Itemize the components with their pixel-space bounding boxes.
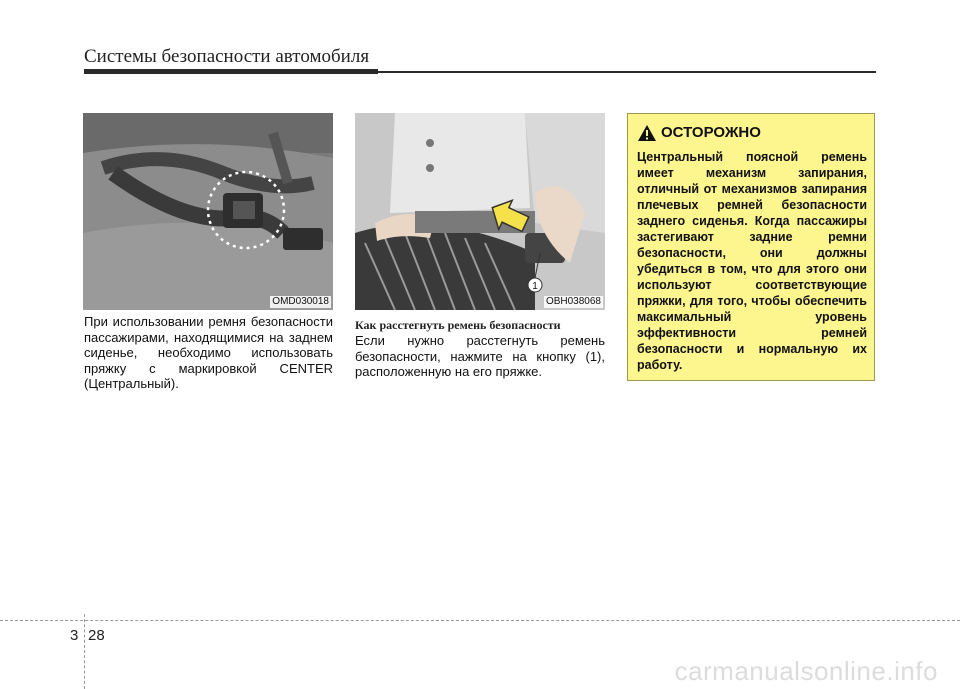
warning-triangle-icon bbox=[638, 125, 656, 141]
footer-rule bbox=[0, 620, 960, 621]
rear-seat-illustration bbox=[83, 113, 333, 310]
unbuckle-photo bbox=[355, 113, 605, 310]
warning-text: Центральный поясной ремень имеет механизм запирания, отличный от механизмов запирания плечевых ремней безопасности заднего сиденья. Когда пассажиры застегивают задние ремни безопасности, они должны убедиться в том, что для этого они используют соответствующие пряжки, для того, чтобы обеспечить максимальный уровень эффективности ремней безопасности и нормальную их работу. bbox=[637, 150, 867, 372]
warning-box bbox=[627, 113, 875, 381]
unbuckle-illustration bbox=[355, 113, 605, 310]
warning-title: ОСТОРОЖНО bbox=[661, 124, 761, 141]
unbuckle-paragraph: Если нужно расстегнуть ремень безопасности, нажмите на кнопку (1), расположенную на его пряжке. bbox=[355, 333, 605, 379]
header-rule-thick bbox=[84, 69, 378, 74]
watermark: carmanualsonline.info bbox=[674, 656, 938, 686]
section-title: Системы безопасности автомобиля bbox=[84, 46, 370, 67]
chapter-number: 3 bbox=[70, 627, 79, 644]
rear-seat-buckle-photo bbox=[83, 113, 333, 310]
page-number: 28 bbox=[88, 627, 105, 644]
warning-header bbox=[638, 124, 761, 141]
footer-divider bbox=[84, 614, 85, 689]
unbuckle-heading: Как расстегнуть ремень безопасности bbox=[355, 318, 561, 332]
image-code: OBH038068 bbox=[545, 296, 601, 307]
image-code: OMD030018 bbox=[272, 296, 329, 307]
center-buckle-paragraph: При использовании ремня безопасности пассажирами, находящимися на заднем сиденье, необходимо использовать пряжку с маркировкой CENTER (Центральный). bbox=[84, 314, 333, 391]
callout-number: 1 bbox=[532, 281, 538, 292]
header-rule-thin bbox=[378, 71, 876, 73]
